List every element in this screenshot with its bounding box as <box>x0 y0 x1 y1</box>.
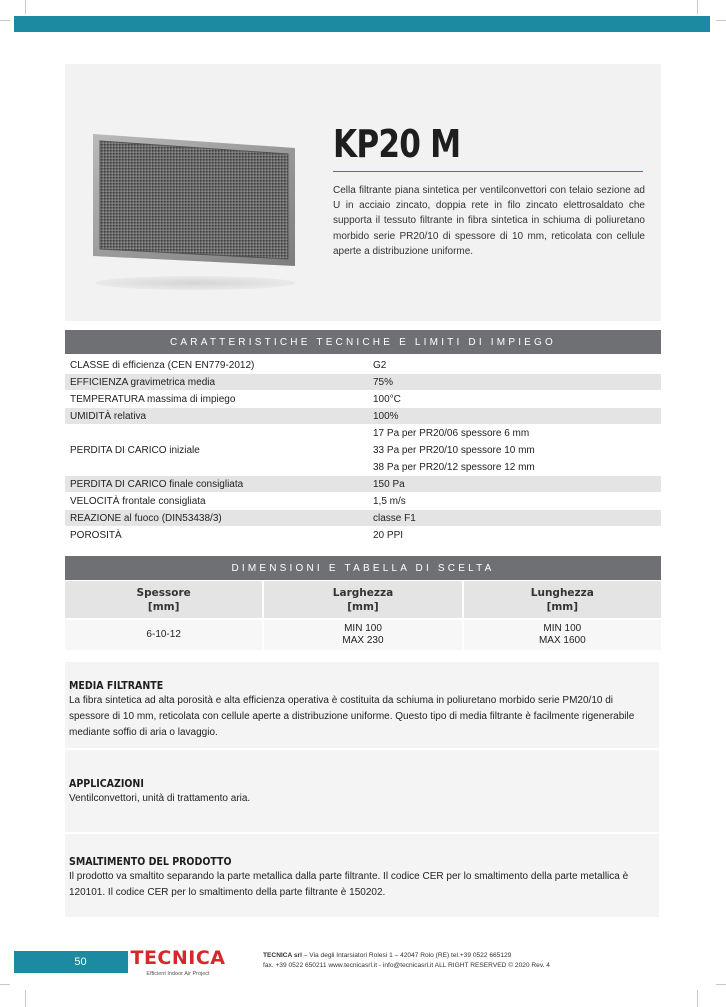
crop-mark <box>716 20 726 21</box>
product-description: Cella filtrante piana sintetica per ventilconvettori con telaio sezione ad U in acciaio zincato, doppia rete in filo zincato elettrosaldato che supporta il tessuto filtrante in fibra sintetica in schiuma di poliuretano morbido serie PR20/10 di spessore di 10 mm, reticolata con cellule aperte a distribuzione uniforme. <box>333 185 645 257</box>
top-accent-bar <box>14 16 710 32</box>
spec-value: 100% <box>365 408 661 425</box>
spec-label: TEMPERATURA massima di impiego <box>65 391 365 408</box>
spec-value: 75% <box>365 374 661 391</box>
table-row <box>65 391 661 408</box>
crop-mark <box>697 990 698 1007</box>
section-text: Il prodotto va smaltito separando la parte metallica dalla parte filtrante. Il codice CER per lo smaltimento della parte metallica è 120101. Il codice CER per lo smaltimento della parte filtrante è 150202. <box>69 871 629 898</box>
company-info <box>263 951 713 971</box>
crop-mark <box>0 20 10 21</box>
column-header-unit: [mm] <box>546 600 579 613</box>
section-title: SMALTIMENTO DEL PRODOTTO <box>69 855 232 868</box>
company-name: TECNICA srl <box>263 952 302 959</box>
spec-value: 17 Pa per PR20/06 spessore 6 mm <box>365 425 661 442</box>
column-header-name: Larghezza <box>332 586 394 599</box>
spec-label: PERDITA DI CARICO finale consigliata <box>65 476 365 493</box>
table-row <box>65 374 661 391</box>
column-header-lunghezza <box>464 581 661 618</box>
table-row <box>65 476 661 493</box>
column-header-unit: [mm] <box>147 600 180 613</box>
cell-max: MAX 1600 <box>538 635 586 646</box>
spec-value: 1,5 m/s <box>365 493 661 510</box>
column-header-larghezza <box>264 581 461 618</box>
page-number: 50 <box>74 956 87 968</box>
spec-value: 150 Pa <box>365 476 661 493</box>
column-header-spessore <box>65 581 262 618</box>
cell-lunghezza <box>464 620 661 650</box>
section-title: APPLICAZIONI <box>69 777 144 790</box>
product-title: KP20 M <box>333 122 461 166</box>
spec-value: G2 <box>365 357 661 374</box>
smaltimento-section <box>65 834 659 917</box>
specs-table <box>65 357 661 544</box>
spec-value: 38 Pa per PR20/12 spessore 12 mm <box>365 459 661 476</box>
specs-section-header: CARATTERISTICHE TECNICHE E LIMITI DI IMPIEGO <box>65 330 661 354</box>
cell-larghezza <box>264 620 461 650</box>
media-filtrante-section <box>65 662 659 748</box>
logo-tagline: Efficient Indoor Air Project <box>146 971 210 977</box>
spec-value: 33 Pa per PR20/10 spessore 10 mm <box>365 442 661 459</box>
section-text: Ventilconvettori, unità di trattamento aria. <box>69 793 251 804</box>
section-text: La fibra sintetica ad alta porosità e alta efficienza operativa è costituita da schiuma in poliuretano morbido serie PM20/10 di spessore di 10 mm, reticolata con cellule aperte a distribuzione uniforme. Questo tipo di media filtrante è facilmente rigenerabile mediante soffio di aria o lavaggio. <box>69 695 635 738</box>
company-address: – Via degli Intarsiatori Rolesi 1 – 42047 Rolo (RE) tel.+39 0522 665129 <box>301 952 512 959</box>
title-underline <box>333 171 643 172</box>
spec-label: PERDITA DI CARICO iniziale <box>65 425 365 476</box>
spec-label: UMIDITÀ relativa <box>65 408 365 425</box>
spec-value: 100°C <box>365 391 661 408</box>
spec-label: CLASSE di efficienza (CEN EN779-2012) <box>65 357 365 374</box>
logo-wordmark: TECNICA <box>130 947 226 969</box>
column-header-unit: [mm] <box>347 600 379 613</box>
spec-label: REAZIONE al fuoco (DIN53438/3) <box>65 510 365 527</box>
cell-min: MIN 100 <box>344 623 382 634</box>
crop-mark <box>0 984 10 985</box>
company-logo <box>128 945 228 979</box>
section-title: MEDIA FILTRANTE <box>69 679 164 692</box>
table-row <box>65 425 661 442</box>
crop-mark <box>716 984 726 985</box>
table-row <box>65 620 661 650</box>
spec-label: EFFICIENZA gravimetrica media <box>65 374 365 391</box>
spec-value: classe F1 <box>365 510 661 527</box>
crop-mark <box>25 0 26 14</box>
applicazioni-section <box>65 750 659 832</box>
dimensions-header-row <box>65 581 661 618</box>
spec-label: POROSITÀ <box>65 527 365 544</box>
spec-label: VELOCITÀ frontale consigliata <box>65 493 365 510</box>
table-row <box>65 357 661 374</box>
table-row <box>65 527 661 544</box>
table-row <box>65 493 661 510</box>
product-shadow <box>95 276 295 290</box>
table-row <box>65 510 661 527</box>
spec-value: 20 PPI <box>365 527 661 544</box>
cell-max: MAX 230 <box>342 635 384 646</box>
filter-panel-image <box>89 132 297 270</box>
cell-spessore <box>65 620 262 650</box>
company-contacts: fax. +39 0522 650211 www.tecnicasrl.it - info@tecnicasrl.it ALL RIGHT RESERVED © 2020 Rev. 4 <box>263 962 550 969</box>
cell-value: 6-10-12 <box>146 629 181 640</box>
crop-mark <box>25 990 26 1007</box>
table-row <box>65 408 661 425</box>
dimensions-section-header: DIMENSIONI E TABELLA DI SCELTA <box>65 556 661 580</box>
column-header-name: Lunghezza <box>530 586 594 599</box>
cell-min: MIN 100 <box>543 623 582 634</box>
crop-mark <box>697 0 698 14</box>
column-header-name: Spessore <box>136 586 191 599</box>
